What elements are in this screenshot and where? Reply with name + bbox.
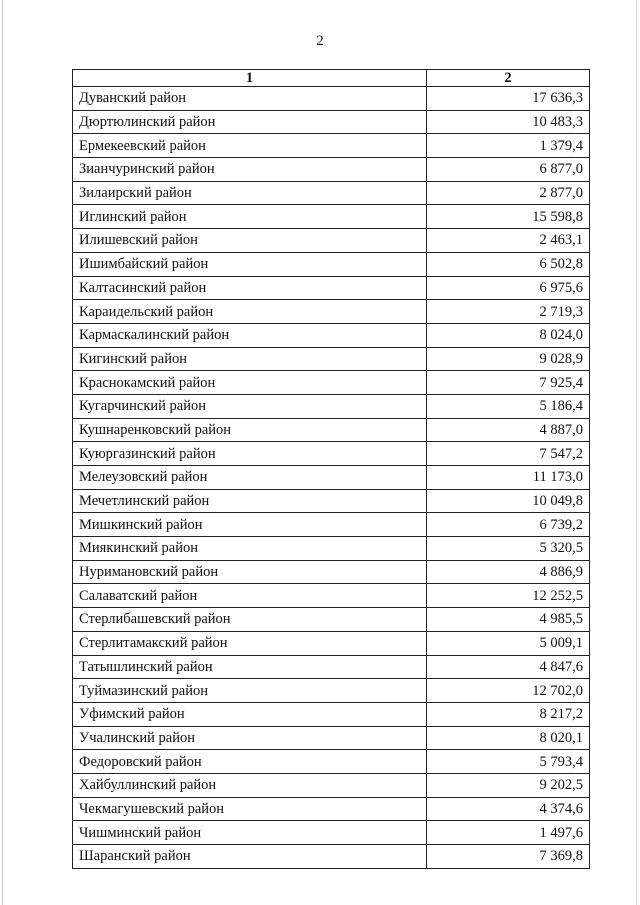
amount-cell: 15 598,8 xyxy=(427,205,590,229)
table-row xyxy=(73,726,590,750)
amount-cell: 4 887,0 xyxy=(427,418,590,442)
scan-edge-left xyxy=(2,0,3,905)
amount-cell: 6 877,0 xyxy=(427,158,590,182)
table-row xyxy=(73,821,590,845)
district-name-cell: Дюртюлинский район xyxy=(73,110,427,134)
amount-cell: 11 173,0 xyxy=(427,466,590,490)
district-name-cell: Ермекеевский район xyxy=(73,134,427,158)
district-table xyxy=(72,69,590,869)
amount-cell: 2 719,3 xyxy=(427,300,590,324)
district-name-cell: Калтасинский район xyxy=(73,276,427,300)
table-row xyxy=(73,252,590,276)
district-name-cell: Татышлинский район xyxy=(73,655,427,679)
district-name-cell: Иглинский район xyxy=(73,205,427,229)
table-body xyxy=(73,87,590,869)
amount-cell: 8 217,2 xyxy=(427,702,590,726)
amount-cell: 7 547,2 xyxy=(427,442,590,466)
district-name-cell: Туймазинский район xyxy=(73,679,427,703)
amount-cell: 12 252,5 xyxy=(427,584,590,608)
district-name-cell: Мечетлинский район xyxy=(73,489,427,513)
column-header-2: 2 xyxy=(427,70,590,87)
table-row xyxy=(73,323,590,347)
table-row xyxy=(73,205,590,229)
district-name-cell: Хайбуллинский район xyxy=(73,773,427,797)
table-row xyxy=(73,418,590,442)
district-name-cell: Нуримановский район xyxy=(73,560,427,584)
district-name-cell: Илишевский район xyxy=(73,229,427,253)
district-name-cell: Ишимбайский район xyxy=(73,252,427,276)
table-row xyxy=(73,110,590,134)
table-header-row xyxy=(73,70,590,87)
district-name-cell: Уфимский район xyxy=(73,702,427,726)
district-name-cell: Стерлитамакский район xyxy=(73,631,427,655)
amount-cell: 8 020,1 xyxy=(427,726,590,750)
table-row xyxy=(73,513,590,537)
district-name-cell: Мишкинский район xyxy=(73,513,427,537)
table-row xyxy=(73,773,590,797)
district-name-cell: Миякинский район xyxy=(73,537,427,561)
amount-cell: 1 497,6 xyxy=(427,821,590,845)
district-name-cell: Учалинский район xyxy=(73,726,427,750)
district-name-cell: Кугарчинский район xyxy=(73,394,427,418)
table-row xyxy=(73,87,590,111)
district-name-cell: Куюргазинский район xyxy=(73,442,427,466)
table-row xyxy=(73,608,590,632)
district-name-cell: Федоровский район xyxy=(73,750,427,774)
table-row xyxy=(73,229,590,253)
amount-cell: 4 985,5 xyxy=(427,608,590,632)
amount-cell: 5 009,1 xyxy=(427,631,590,655)
district-name-cell: Дуванский район xyxy=(73,87,427,111)
amount-cell: 6 975,6 xyxy=(427,276,590,300)
amount-cell: 9 202,5 xyxy=(427,773,590,797)
district-name-cell: Чекмагушевский район xyxy=(73,797,427,821)
amount-cell: 7 925,4 xyxy=(427,371,590,395)
district-name-cell: Чишминский район xyxy=(73,821,427,845)
amount-cell: 4 847,6 xyxy=(427,655,590,679)
district-name-cell: Кигинский район xyxy=(73,347,427,371)
column-header-1: 1 xyxy=(73,70,427,87)
amount-cell: 17 636,3 xyxy=(427,87,590,111)
amount-cell: 4 886,9 xyxy=(427,560,590,584)
table-row xyxy=(73,797,590,821)
table-row xyxy=(73,134,590,158)
amount-cell: 12 702,0 xyxy=(427,679,590,703)
table-row xyxy=(73,702,590,726)
amount-cell: 6 502,8 xyxy=(427,252,590,276)
scan-edge-right xyxy=(636,0,637,905)
table-row xyxy=(73,584,590,608)
table-row xyxy=(73,845,590,869)
amount-cell: 10 049,8 xyxy=(427,489,590,513)
amount-cell: 10 483,3 xyxy=(427,110,590,134)
table-row xyxy=(73,560,590,584)
table-row xyxy=(73,347,590,371)
amount-cell: 1 379,4 xyxy=(427,134,590,158)
district-name-cell: Караидельский район xyxy=(73,300,427,324)
district-name-cell: Мелеузовский район xyxy=(73,466,427,490)
amount-cell: 6 739,2 xyxy=(427,513,590,537)
amount-cell: 5 320,5 xyxy=(427,537,590,561)
district-name-cell: Зилаирский район xyxy=(73,181,427,205)
district-name-cell: Салаватский район xyxy=(73,584,427,608)
district-name-cell: Кармаскалинский район xyxy=(73,323,427,347)
table-row xyxy=(73,750,590,774)
table-row xyxy=(73,371,590,395)
amount-cell: 4 374,6 xyxy=(427,797,590,821)
amount-cell: 5 793,4 xyxy=(427,750,590,774)
amount-cell: 8 024,0 xyxy=(427,323,590,347)
table-row xyxy=(73,158,590,182)
table-row xyxy=(73,466,590,490)
table-row xyxy=(73,442,590,466)
table-row xyxy=(73,655,590,679)
amount-cell: 5 186,4 xyxy=(427,394,590,418)
table-row xyxy=(73,394,590,418)
district-name-cell: Шаранский район xyxy=(73,845,427,869)
district-name-cell: Кушнаренковский район xyxy=(73,418,427,442)
district-name-cell: Краснокамский район xyxy=(73,371,427,395)
table-row xyxy=(73,537,590,561)
table-row xyxy=(73,679,590,703)
amount-cell: 7 369,8 xyxy=(427,845,590,869)
page-number: 2 xyxy=(316,33,324,49)
district-name-cell: Зианчуринский район xyxy=(73,158,427,182)
amount-cell: 2 877,0 xyxy=(427,181,590,205)
table-row xyxy=(73,276,590,300)
table-row xyxy=(73,300,590,324)
table-row xyxy=(73,631,590,655)
amount-cell: 9 028,9 xyxy=(427,347,590,371)
amount-cell: 2 463,1 xyxy=(427,229,590,253)
table-row xyxy=(73,489,590,513)
district-name-cell: Стерлибашевский район xyxy=(73,608,427,632)
table-row xyxy=(73,181,590,205)
